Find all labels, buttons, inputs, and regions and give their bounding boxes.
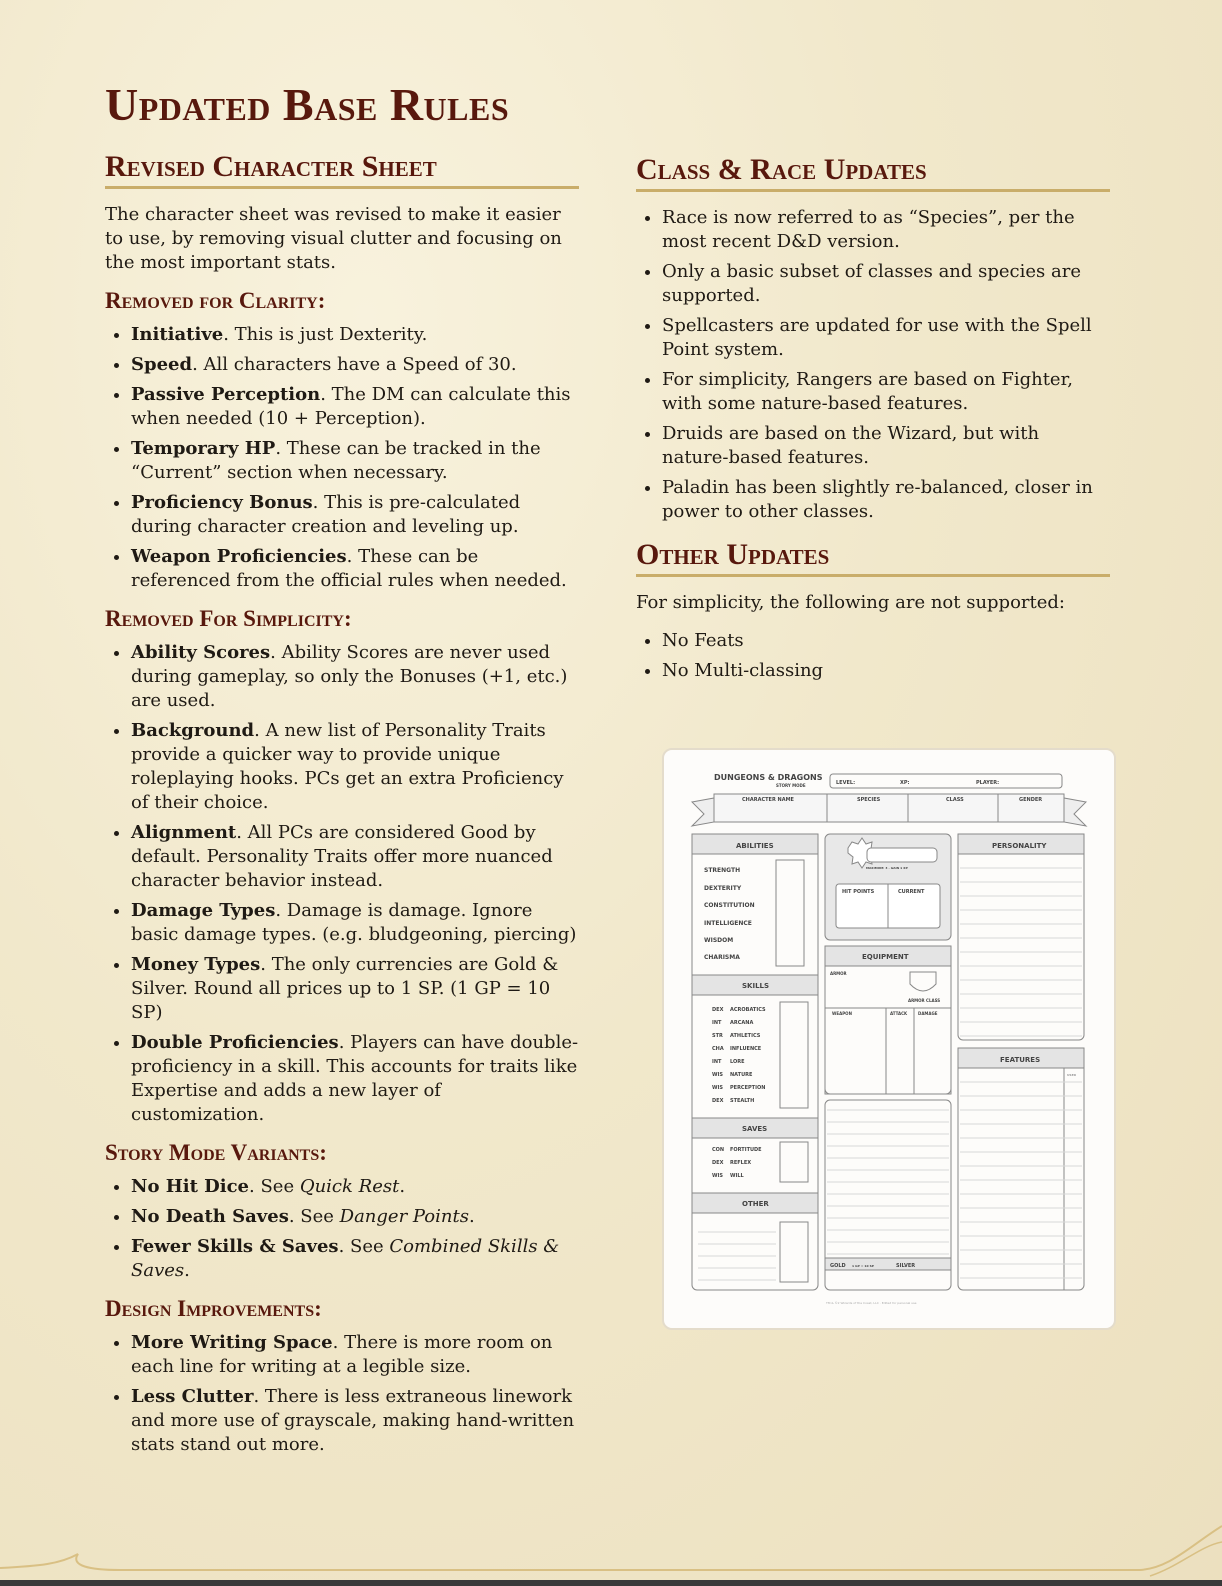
sheet-skill: ARCANA — [730, 1020, 754, 1026]
list-item: • Paladin has been slightly re-balanced, closer in power to other classes. — [662, 476, 1110, 524]
story-list — [105, 1175, 579, 1283]
list-item: • Money Types. The only currencies are Gold & Silver. Round all prices up to 1 SP. (1 GP = 10 SP) — [131, 953, 579, 1025]
sheet-ability: WISDOM — [704, 937, 734, 944]
sheet-skill-attr: DEX — [712, 1098, 724, 1104]
rule-reference: Combined Skills & Saves — [131, 1236, 560, 1281]
sheet-logo-sub: STORY MODE — [776, 783, 806, 788]
sheet-banner-species: SPECIES — [857, 797, 881, 803]
list-item: • Background. A new list of Personality Traits provide a quicker way to provide unique roleplaying hooks. PCs get an extra Proficiency of their choice. — [131, 719, 579, 815]
list-item: • For simplicity, Rangers are based on Fighter, with some nature-based features. — [662, 368, 1110, 416]
sheet-banner-name: CHARACTER NAME — [742, 797, 794, 803]
sheet-ability: STRENGTH — [704, 867, 741, 874]
list-item: • No Multi-classing — [662, 659, 1110, 683]
sheet-ability: DEXTERITY — [704, 885, 742, 892]
simplicity-list — [105, 641, 579, 1127]
sheet-weapon: WEAPON — [832, 1011, 852, 1016]
class-race-list — [636, 206, 1110, 524]
sheet-ability: INTELLIGENCE — [704, 920, 752, 927]
sheet-personality: PERSONALITY — [992, 842, 1047, 850]
sheet-saves-title: SAVES — [742, 1125, 768, 1133]
sheet-skill: LORE — [730, 1059, 745, 1065]
sheet-skill-attr: DEX — [712, 1007, 724, 1013]
sheet-equipment: EQUIPMENT — [862, 953, 909, 961]
list-item: • Only a basic subset of classes and species are supported. — [662, 260, 1110, 308]
list-item: • Less Clutter. There is less extraneous linework and more use of grayscale, making hand-written stats stand out more. — [131, 1385, 579, 1457]
sheet-save: FORTITUDE — [730, 1147, 762, 1153]
list-item: • More Writing Space. There is more room on each line for writing at a legible size. — [131, 1331, 579, 1379]
list-item: • No Death Saves. See Danger Points. — [131, 1205, 579, 1229]
list-item: • Damage Types. Damage is damage. Ignore basic damage types. (e.g. bludgeoning, piercing) — [131, 899, 579, 947]
sheet-xp: XP: — [900, 780, 910, 786]
sheet-attack: ATTACK — [890, 1011, 908, 1016]
list-item: • Ability Scores. Ability Scores are never used during gameplay, so only the Bonuses (+1, etc.) are used. — [131, 641, 579, 713]
section-heading-class-race: Class & Race Updates — [636, 153, 1110, 192]
heading-removed-simplicity: Removed For Simplicity: — [105, 606, 352, 631]
sheet-gold-sub: 1 GP = 10 SP — [852, 1264, 874, 1268]
sheet-ability: CONSTITUTION — [704, 902, 755, 909]
sheet-banner-gender: GENDER — [1019, 797, 1043, 803]
heading-removed-clarity: Removed for Clarity: — [105, 288, 326, 313]
left-column — [105, 150, 579, 1463]
clarity-list — [105, 323, 579, 593]
sheet-features: FEATURES — [1000, 1056, 1041, 1064]
sheet-save: REFLEX — [730, 1160, 752, 1166]
sheet-save-attr: WIS — [712, 1173, 723, 1179]
character-sheet-preview — [662, 748, 1116, 1330]
sheet-skill: STEALTH — [730, 1098, 755, 1104]
list-item: • Passive Perception. The DM can calculate this when needed (10 + Perception). — [131, 383, 579, 431]
sheet-player: PLAYER: — [976, 780, 1000, 786]
list-item: • Proficiency Bonus. This is pre-calculated during character creation and leveling up. — [131, 491, 579, 539]
list-item: • Fewer Skills & Saves. See Combined Skills & Saves. — [131, 1235, 579, 1283]
sheet-skill: ATHLETICS — [730, 1033, 761, 1039]
sheet-silver: SILVER — [896, 1263, 916, 1269]
sheet-logo: DUNGEONS & DRAGONS — [714, 773, 823, 782]
sheet-banner-class: CLASS — [946, 797, 964, 803]
list-item: • Alignment. All PCs are considered Good by default. Personality Traits offer more nuanced character behavior instead. — [131, 821, 579, 893]
list-item: • Speed. All characters have a Speed of 30. — [131, 353, 579, 377]
rule-reference: Quick Rest — [299, 1176, 400, 1197]
page-bottom-edge — [0, 1580, 1222, 1586]
sheet-skill: ACROBATICS — [730, 1007, 766, 1013]
sheet-skill-attr: WIS — [712, 1085, 723, 1091]
sheet-skill-attr: STR — [712, 1033, 723, 1039]
sheet-save: WILL — [730, 1173, 744, 1179]
sheet-damage: DAMAGE — [918, 1011, 938, 1016]
character-sheet-image — [664, 750, 1114, 1328]
sheet-skill-attr: WIS — [712, 1072, 723, 1078]
sheet-ability: CHARISMA — [704, 954, 740, 961]
sheet-footer: TM & ©2 Wizards of the Coast, LLC · Edited for personal use — [826, 1301, 917, 1305]
page-title: Updated Base Rules — [105, 79, 510, 130]
rule-reference: Danger Points — [339, 1206, 469, 1227]
list-item: • Druids are based on the Wizard, but with nature-based features. — [662, 422, 1110, 470]
list-item: • Double Proficiencies. Players can have double-proficiency in a skill. This accounts for traits like Expertise and adds a new layer of customization. — [131, 1031, 579, 1127]
sheet-used: USED — [1067, 1073, 1077, 1077]
section-heading-other-updates: Other Updates — [636, 538, 1110, 577]
sheet-skill-attr: INT — [712, 1059, 722, 1065]
sheet-inspiration-sub: MAXIMUM: 3 · GAIN 1 XP — [866, 866, 908, 870]
list-item: • Initiative. This is just Dexterity. — [131, 323, 579, 347]
sheet-abilities-title: ABILITIES — [736, 842, 774, 850]
other-updates-intro: For simplicity, the following are not supported: — [636, 592, 1065, 613]
list-item: • Temporary HP. These can be tracked in the “Current” section when necessary. — [131, 437, 579, 485]
sheet-gold: GOLD — [830, 1263, 846, 1269]
sheet-save-attr: DEX — [712, 1160, 724, 1166]
sheet-skills-title: SKILLS — [742, 982, 770, 990]
right-column — [636, 153, 1110, 689]
sheet-save-attr: CON — [712, 1147, 725, 1153]
sheet-skill-attr: CHA — [712, 1046, 724, 1052]
section-heading-character-sheet: Revised Character Sheet — [105, 150, 579, 189]
sheet-hit-points: HIT POINTS — [842, 889, 875, 895]
list-item: • No Hit Dice. See Quick Rest. — [131, 1175, 579, 1199]
sheet-skill-attr: INT — [712, 1020, 722, 1026]
list-item: • Spellcasters are updated for use with the Spell Point system. — [662, 314, 1110, 362]
heading-design-improvements: Design Improvements: — [105, 1296, 322, 1321]
heading-story-mode-variants: Story Mode Variants: — [105, 1140, 327, 1165]
sheet-skill: PERCEPTION — [730, 1085, 766, 1091]
other-updates-list — [636, 629, 1110, 683]
design-list — [105, 1331, 579, 1457]
list-item: • No Feats — [662, 629, 1110, 653]
sheet-level: LEVEL: — [836, 780, 856, 786]
sheet-skill: INFLUENCE — [730, 1046, 762, 1052]
page-footer-ornament — [0, 1506, 1222, 1586]
sheet-armor-class: ARMOR CLASS — [908, 998, 941, 1003]
sheet-armor: ARMOR — [830, 971, 847, 976]
character-sheet-intro: The character sheet was revised to make it easier to use, by removing visual clutter and focusing on the most important stats. — [105, 204, 562, 273]
sheet-skill: NATURE — [730, 1072, 753, 1078]
list-item: • Race is now referred to as “Species”, per the most recent D&D version. — [662, 206, 1110, 254]
sheet-other-title: OTHER — [742, 1200, 769, 1208]
sheet-current: CURRENT — [898, 889, 925, 895]
list-item: • Weapon Proficiencies. These can be referenced from the official rules when needed. — [131, 545, 579, 593]
